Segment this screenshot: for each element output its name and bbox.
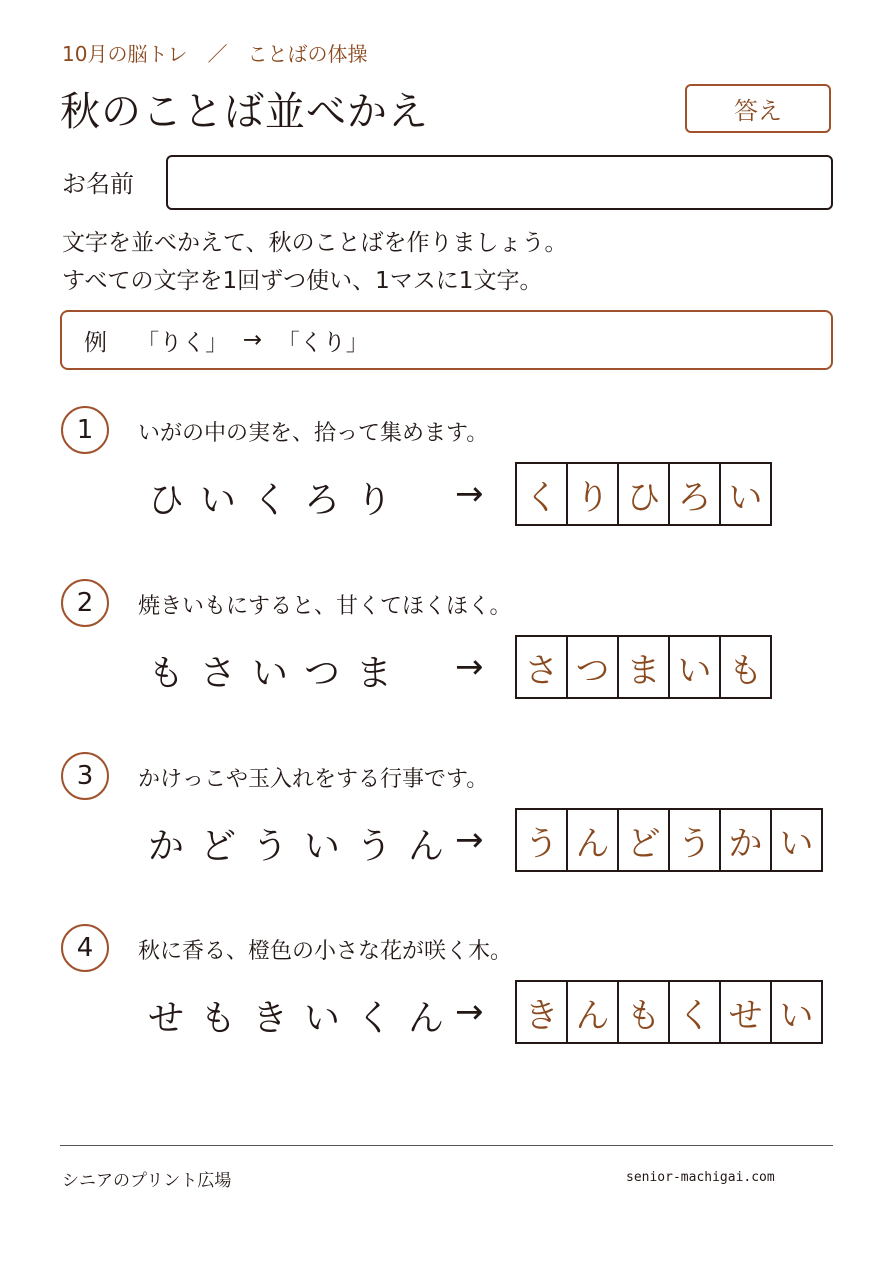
scrambled-letter: ひ [148,480,185,521]
scrambled-letter: つ [304,653,341,694]
scrambled-letter: く [252,480,289,521]
answer-cell[interactable]: き [517,982,568,1042]
page-subtitle: 10月の脳トレ ／ ことばの体操 [62,42,368,66]
instruction-line-1: 文字を並べかえて、秋のことばを作りましょう。 [62,230,568,256]
question-number-1: 1 [61,406,109,454]
answer-cell[interactable]: ろ [670,464,721,524]
name-label: お名前 [62,170,134,198]
name-input[interactable] [166,155,833,210]
scrambled-letter: さ [200,653,237,694]
question-hint-3: かけっこや玉入れをする行事です。 [138,767,489,792]
scrambled-letter: も [200,998,237,1039]
example-from: 「りく」 [136,329,229,356]
arrow-icon: → [455,474,484,514]
footer-divider [60,1145,833,1146]
scrambled-letter: ん [408,826,445,867]
answer-cell[interactable]: ん [568,810,619,870]
question-number-2: 2 [61,579,109,627]
question-number-4: 4 [61,924,109,972]
scrambled-letter: せ [148,998,185,1039]
example-label: 例 [84,329,107,356]
answer-cell[interactable]: い [670,637,721,697]
arrow-icon: → [455,992,484,1032]
arrow-icon: → [455,647,484,687]
question-hint-2: 焼きいもにすると、甘くてほくほく。 [138,594,512,619]
scrambled-letters-4 [148,990,460,1041]
scrambled-letter: い [304,826,341,867]
scrambled-letter: ま [356,653,393,694]
scrambled-letter: か [148,826,185,867]
answer-grid-3 [515,808,823,872]
answer-cell[interactable]: せ [721,982,772,1042]
scrambled-letter: い [200,480,237,521]
answer-cell[interactable]: ど [619,810,670,870]
scrambled-letters-3 [148,818,460,869]
answer-button[interactable]: 答え [685,84,831,133]
example-arrow: → [242,327,263,353]
answer-grid-1 [515,462,772,526]
question-hint-4: 秋に香る、橙色の小さな花が咲く木。 [138,939,513,964]
question-number-3: 3 [61,752,109,800]
answer-cell[interactable]: ま [619,637,670,697]
example-box [60,310,833,370]
answer-cell[interactable]: さ [517,637,568,697]
answer-cell[interactable]: も [619,982,670,1042]
arrow-icon: → [455,820,484,860]
answer-cell[interactable]: く [670,982,721,1042]
scrambled-letter: ど [200,826,237,867]
answer-cell[interactable]: ん [568,982,619,1042]
answer-cell[interactable]: く [517,464,568,524]
scrambled-letter: い [304,998,341,1039]
scrambled-letter: う [252,826,289,867]
scrambled-letter: ろ [304,480,341,521]
scrambled-letters-2 [148,645,408,696]
scrambled-letter: り [356,480,393,521]
footer-url[interactable]: senior-machigai.com [626,1170,775,1185]
answer-cell[interactable]: も [721,637,772,697]
answer-grid-4 [515,980,823,1044]
instruction-line-2: すべての文字を1回ずつ使い、1マスに1文字。 [62,268,543,294]
answer-grid-2 [515,635,772,699]
scrambled-letters-1 [148,472,408,523]
scrambled-letter: も [148,653,185,694]
answer-cell[interactable]: い [772,810,823,870]
answer-cell[interactable]: う [517,810,568,870]
answer-cell[interactable]: か [721,810,772,870]
page-title: 秋のことば並べかえ [60,89,429,135]
example-to: 「くり」 [276,329,369,356]
answer-cell[interactable]: い [721,464,772,524]
scrambled-letter: く [356,998,393,1039]
scrambled-letter: き [252,998,289,1039]
answer-cell[interactable]: う [670,810,721,870]
question-hint-1: いがの中の実を、拾って集めます。 [138,421,489,446]
answer-cell[interactable]: い [772,982,823,1042]
scrambled-letter: う [356,826,393,867]
footer-site-name: シニアのプリント広場 [62,1171,232,1191]
answer-cell[interactable]: り [568,464,619,524]
answer-cell[interactable]: つ [568,637,619,697]
scrambled-letter: い [252,653,289,694]
answer-cell[interactable]: ひ [619,464,670,524]
scrambled-letter: ん [408,998,445,1039]
